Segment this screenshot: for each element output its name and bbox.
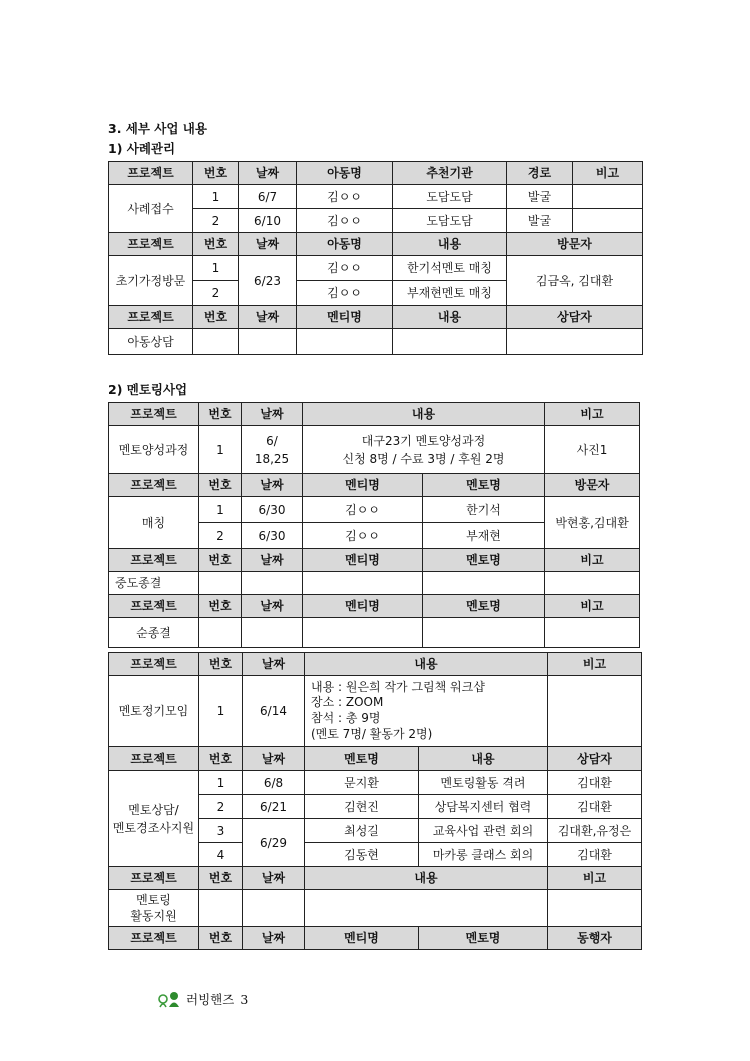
header-cell: 번호 (199, 474, 242, 497)
table-cell: 김ㅇㅇ (297, 281, 393, 306)
table-cell: 아동상담 (109, 329, 193, 355)
table-cell: 김대환 (548, 795, 642, 819)
table-row (109, 329, 643, 355)
page-number: 3 (240, 991, 249, 1007)
table-cell (199, 572, 242, 595)
table-cell: 부재현멘토 매칭 (393, 281, 507, 306)
header-cell: 번호 (193, 162, 239, 185)
header-cell: 멘토명 (305, 747, 419, 771)
table-cell (193, 329, 239, 355)
table-cell: 6/29 (243, 819, 305, 867)
header-cell: 번호 (199, 653, 243, 676)
header-cell: 내용 (305, 867, 548, 890)
footer-brand: 러빙핸즈 (186, 992, 235, 1007)
header-cell: 멘토명 (423, 549, 545, 572)
header-row (109, 306, 643, 329)
table-cell: 초기가정방문 (109, 256, 193, 306)
table-cell (239, 329, 297, 355)
table-cell: 6/30 (242, 497, 303, 523)
table-cell: 김대환,유정은 (548, 819, 642, 843)
case-management-table (108, 161, 643, 355)
table-cell: 박현홍,김대환 (545, 497, 640, 549)
header-row (109, 233, 643, 256)
table-cell: 내용 : 원은희 작가 그림책 워크샵 장소 : ZOOM 참석 : 총 9명 (멘토 7명/ 활동가 2명) (305, 676, 548, 747)
header-cell: 비고 (548, 867, 642, 890)
table-cell: 문지환 (305, 771, 419, 795)
table-row (109, 771, 642, 795)
header-cell: 멘토명 (419, 927, 548, 950)
table-cell: 6/30 (242, 523, 303, 549)
header-row (109, 474, 640, 497)
table-cell (423, 572, 545, 595)
table-cell: 멘토양성과정 (109, 426, 199, 474)
table-cell (545, 572, 640, 595)
table-cell: 사진1 (545, 426, 640, 474)
header-cell: 내용 (305, 653, 548, 676)
table-cell: 마카롱 클래스 회의 (419, 843, 548, 867)
table-row (109, 618, 640, 648)
header-cell: 프로젝트 (109, 549, 199, 572)
table-row (109, 497, 640, 523)
table-cell: 김대환 (548, 843, 642, 867)
table-cell: 1 (193, 256, 239, 281)
table-cell: 멘토상담/ 멘토경조사지원 (109, 771, 199, 867)
table-cell: 6/14 (243, 676, 305, 747)
header-cell: 날짜 (243, 653, 305, 676)
table-cell: 부재현 (423, 523, 545, 549)
table-cell: 멘토링활동 격려 (419, 771, 548, 795)
table-cell (303, 618, 423, 648)
table-row (109, 572, 640, 595)
table-row (109, 426, 640, 474)
header-cell: 내용 (303, 403, 545, 426)
table-cell: 3 (199, 819, 243, 843)
loving-hands-logo-icon (157, 990, 183, 1008)
header-cell: 날짜 (242, 474, 303, 497)
table-cell: 1 (199, 426, 242, 474)
header-cell: 프로젝트 (109, 403, 199, 426)
header-cell: 프로젝트 (109, 747, 199, 771)
table-cell: 2 (199, 795, 243, 819)
table-cell: 상담복지센터 협력 (419, 795, 548, 819)
header-cell: 프로젝트 (109, 306, 193, 329)
header-cell: 번호 (199, 747, 243, 771)
table-cell: 도담도담 (393, 209, 507, 233)
header-row (109, 403, 640, 426)
header-cell: 내용 (393, 233, 507, 256)
table-cell (242, 572, 303, 595)
header-cell: 날짜 (242, 549, 303, 572)
table-cell: 6/ 18,25 (242, 426, 303, 474)
header-cell: 멘티명 (303, 595, 423, 618)
case-management-title: 1) 사례관리 (108, 141, 176, 156)
table-cell: 2 (193, 209, 239, 233)
header-cell: 멘티명 (303, 474, 423, 497)
table-cell (545, 618, 640, 648)
table-cell: 6/21 (243, 795, 305, 819)
table-cell (393, 329, 507, 355)
header-cell: 멘토명 (423, 474, 545, 497)
header-row (109, 653, 642, 676)
header-cell: 내용 (393, 306, 507, 329)
table-cell: 매칭 (109, 497, 199, 549)
header-cell: 비고 (573, 162, 643, 185)
table-cell: 발굴 (507, 209, 573, 233)
header-cell: 방문자 (507, 233, 643, 256)
table-cell: 1 (199, 497, 242, 523)
table-cell: 1 (199, 771, 243, 795)
table-row (109, 676, 642, 747)
table-row (109, 890, 642, 927)
footer (157, 990, 248, 1008)
header-cell: 멘티명 (305, 927, 419, 950)
table-cell: 도담도담 (393, 185, 507, 209)
table-cell (548, 890, 642, 927)
header-cell: 프로젝트 (109, 162, 193, 185)
table-cell: 6/10 (239, 209, 297, 233)
header-cell: 날짜 (239, 162, 297, 185)
header-cell: 프로젝트 (109, 233, 193, 256)
header-cell: 멘티명 (297, 306, 393, 329)
header-cell: 번호 (199, 927, 243, 950)
header-cell: 번호 (193, 306, 239, 329)
table-cell (548, 676, 642, 747)
header-cell: 아동명 (297, 162, 393, 185)
table-cell (305, 890, 548, 927)
header-row (109, 927, 642, 950)
mentoring-table (108, 402, 640, 648)
header-cell: 비고 (545, 549, 640, 572)
header-cell: 프로젝트 (109, 653, 199, 676)
table-cell: 김ㅇㅇ (303, 523, 423, 549)
header-cell: 날짜 (242, 595, 303, 618)
table-cell (297, 329, 393, 355)
header-cell: 비고 (545, 595, 640, 618)
header-cell: 멘토명 (423, 595, 545, 618)
header-cell: 아동명 (297, 233, 393, 256)
header-cell: 날짜 (242, 403, 303, 426)
header-cell: 번호 (199, 595, 242, 618)
table-cell: 발굴 (507, 185, 573, 209)
header-cell: 멘티명 (303, 549, 423, 572)
mentor-activity-table (108, 652, 642, 950)
header-cell: 날짜 (243, 747, 305, 771)
table-cell: 2 (193, 281, 239, 306)
header-row (109, 549, 640, 572)
table-cell: 6/7 (239, 185, 297, 209)
table-cell: 교육사업 관련 회의 (419, 819, 548, 843)
table-cell: 한기석멘토 매칭 (393, 256, 507, 281)
header-cell: 추천기관 (393, 162, 507, 185)
table-cell: 김ㅇㅇ (297, 256, 393, 281)
header-cell: 경로 (507, 162, 573, 185)
header-cell: 상담자 (548, 747, 642, 771)
table-cell: 1 (199, 676, 243, 747)
header-cell: 상담자 (507, 306, 643, 329)
table-cell: 김현진 (305, 795, 419, 819)
table-row (109, 256, 643, 281)
table-cell: 김ㅇㅇ (297, 185, 393, 209)
header-cell: 프로젝트 (109, 867, 199, 890)
header-cell: 동행자 (548, 927, 642, 950)
header-cell: 프로젝트 (109, 474, 199, 497)
table-cell: 순종결 (109, 618, 199, 648)
table-cell (423, 618, 545, 648)
table-cell: 멘토링 활동지원 (109, 890, 199, 927)
header-cell: 번호 (193, 233, 239, 256)
table-cell: 멘토정기모임 (109, 676, 199, 747)
header-row (109, 162, 643, 185)
header-cell: 번호 (199, 549, 242, 572)
table-cell (242, 618, 303, 648)
table-cell: 대구23기 멘토양성과정 신청 8명 / 수료 3명 / 후원 2명 (303, 426, 545, 474)
table-cell (303, 572, 423, 595)
header-cell: 내용 (419, 747, 548, 771)
header-row (109, 595, 640, 618)
header-cell: 날짜 (243, 927, 305, 950)
header-row (109, 867, 642, 890)
table-cell (199, 890, 243, 927)
table-cell (573, 185, 643, 209)
table-cell (199, 618, 242, 648)
table-cell: 6/23 (239, 256, 297, 306)
table-cell: 김ㅇㅇ (297, 209, 393, 233)
header-cell: 비고 (545, 403, 640, 426)
header-cell: 방문자 (545, 474, 640, 497)
table-cell: 김대환 (548, 771, 642, 795)
header-cell: 날짜 (239, 306, 297, 329)
table-cell (243, 890, 305, 927)
table-cell: 4 (199, 843, 243, 867)
table-cell (507, 329, 643, 355)
header-cell: 번호 (199, 403, 242, 426)
table-cell: 김금옥, 김대환 (507, 256, 643, 306)
table-cell: 2 (199, 523, 242, 549)
header-cell: 날짜 (243, 867, 305, 890)
header-cell: 비고 (548, 653, 642, 676)
table-cell: 중도종결 (109, 572, 199, 595)
table-cell: 6/8 (243, 771, 305, 795)
section-title: 3. 세부 사업 내용 (108, 121, 207, 136)
table-cell: 1 (193, 185, 239, 209)
header-cell: 프로젝트 (109, 927, 199, 950)
header-cell: 프로젝트 (109, 595, 199, 618)
table-cell: 김동현 (305, 843, 419, 867)
table-cell (573, 209, 643, 233)
table-cell: 김ㅇㅇ (303, 497, 423, 523)
header-cell: 번호 (199, 867, 243, 890)
header-row (109, 747, 642, 771)
table-cell: 최성길 (305, 819, 419, 843)
header-cell: 날짜 (239, 233, 297, 256)
table-cell: 사례접수 (109, 185, 193, 233)
mentoring-title: 2) 멘토링사업 (108, 382, 188, 397)
table-cell: 한기석 (423, 497, 545, 523)
table-row (109, 185, 643, 209)
